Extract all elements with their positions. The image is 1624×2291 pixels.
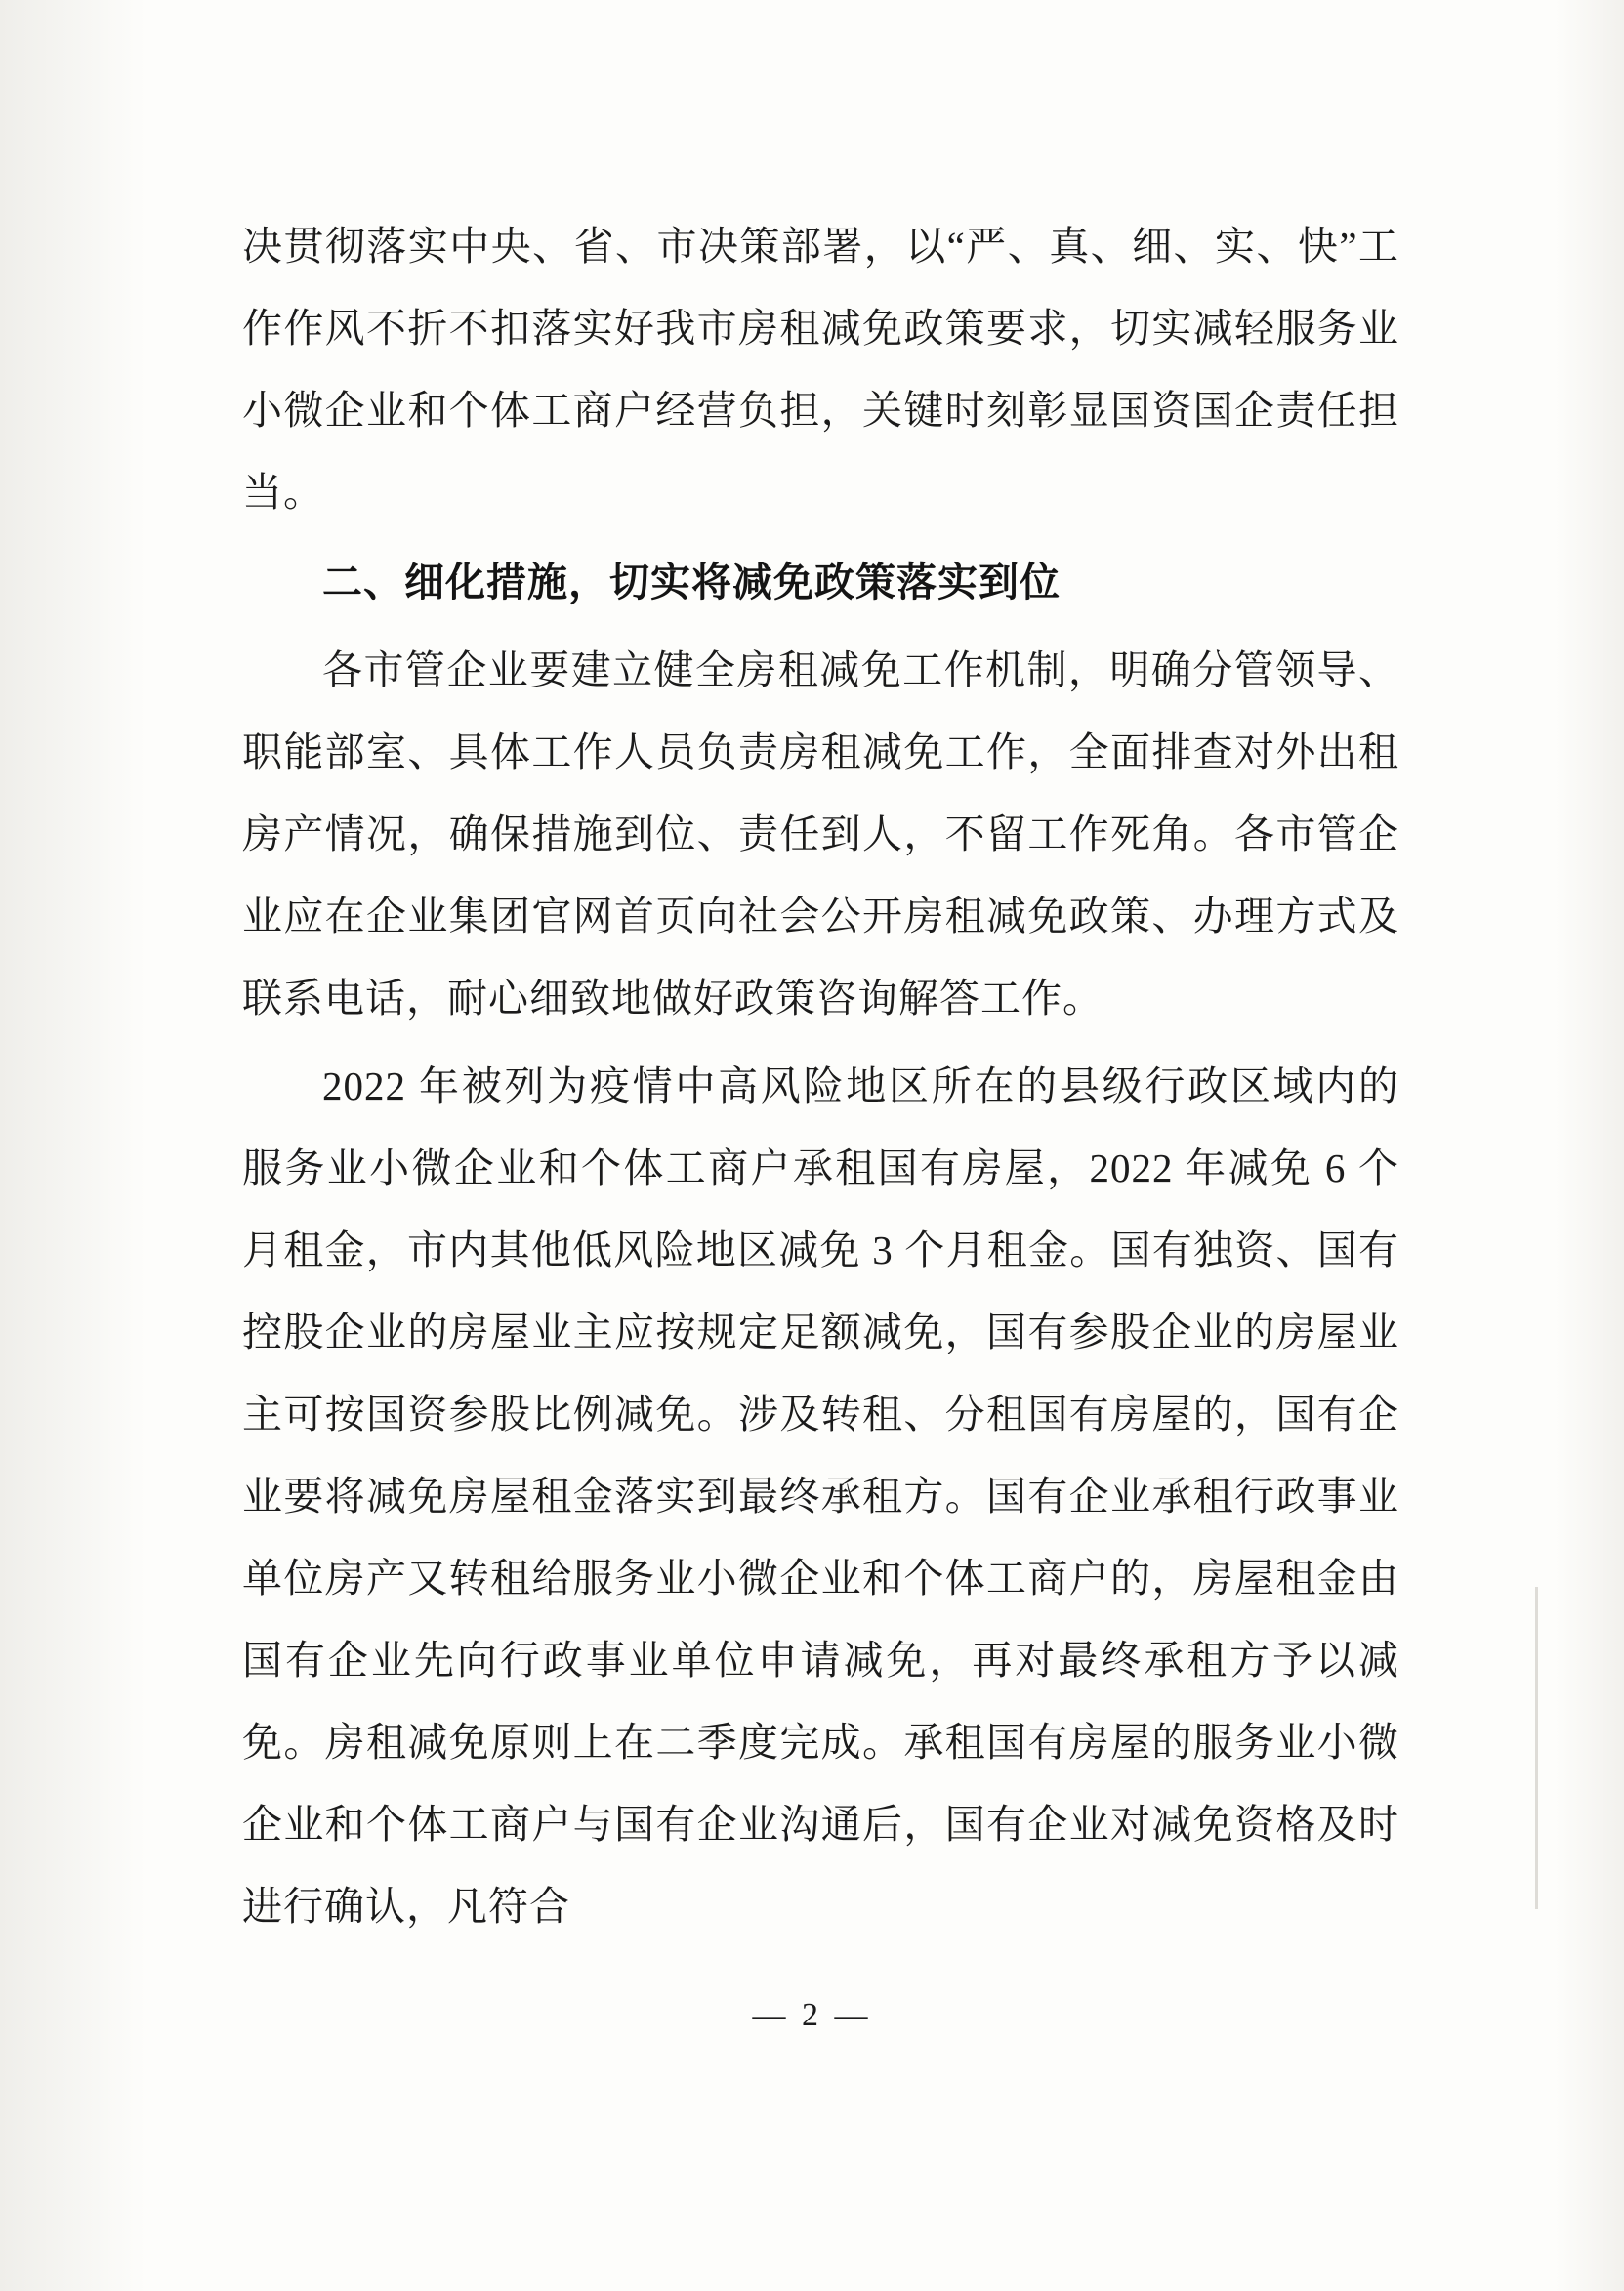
page-number: — 2 — — [752, 1997, 872, 2033]
paragraph-2: 各市管企业要建立健全房租减免工作机制，明确分管领导、职能部室、具体工作人员负责房租减免工作，全面排查对外出租房产情况，确保措施到位、责任到人，不留工作死角。各市管企业应在企业集团官网首页向社会公开房租减免政策、办理方式及联系电话，耐心细致地做好政策咨询解答工作。 — [242, 647, 1399, 1021]
paragraph-3: 2022 年被列为疫情中高风险地区所在的县级行政区域内的服务业小微企业和个体工商户承租国有房屋，2022 年减免 6 个月租金，市内其他低风险地区减免 3 个月租金。国有独资、国有控股企业的房屋业主应按规定足额减免，国有参股企业的房屋业主可按国资参股比例减免。涉及转租、分租国有房屋的，国有企业要将减免房屋租金落实到最终承租方。国有企业承租行政事业单位房产又转租给服务业小微企业和个体工商户的，房屋租金由国有企业先向行政事业单位申请减免，再对最终承租方予以减免。房租减免原则上在二季度完成。承租国有房屋的服务业小微企业和个体工商户与国有企业沟通后，国有企业对减免资格及时进行确认，凡符合 — [242, 1063, 1399, 1929]
document-body — [242, 205, 1399, 1953]
paragraph-1: 决贯彻落实中央、省、市决策部署，以“严、真、细、实、快”工作作风不折不扣落实好我市房租减免政策要求，切实减轻服务业小微企业和个体工商户经营负担，关键时刻彰显国资国企责任担当。 — [242, 224, 1399, 515]
section-heading-2: 二、细化措施，切实将减免政策落实到位 — [322, 560, 1061, 604]
scan-artifact — [1535, 1587, 1538, 1909]
